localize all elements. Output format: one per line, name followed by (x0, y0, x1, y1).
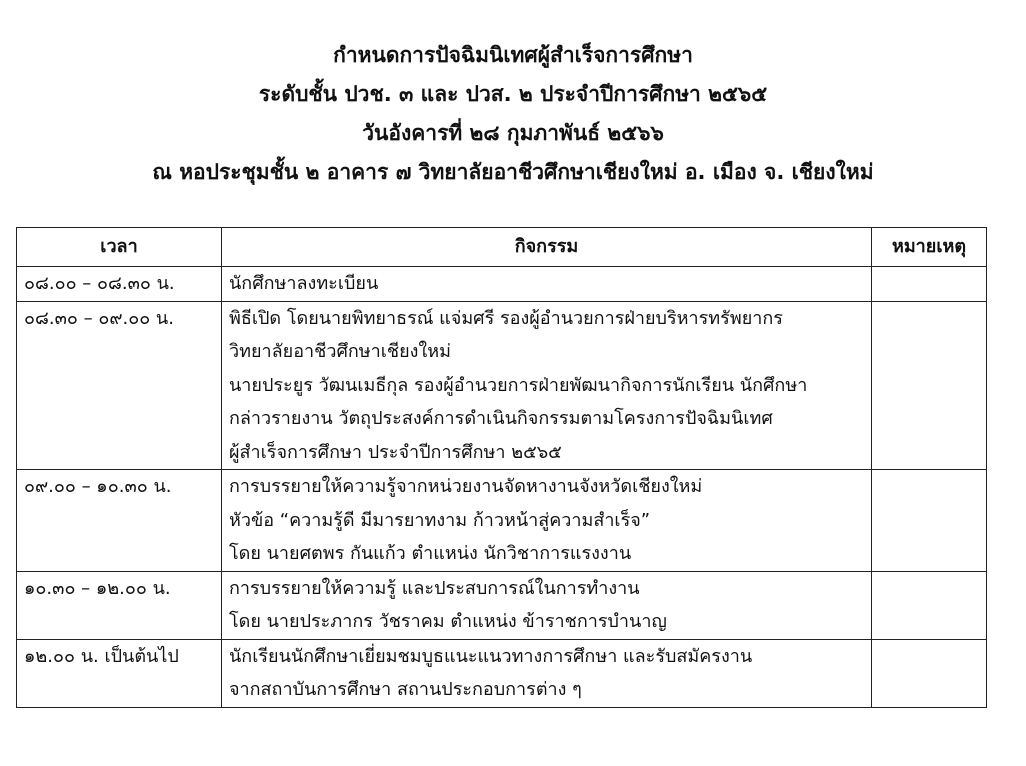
activity-cell (222, 267, 872, 302)
activity-line: นายประยูร วัฒนเมธีกุล รองผู้อำนวยการฝ่ายพัฒนากิจการนักเรียน นักศึกษา (229, 374, 808, 396)
schedule-table (16, 227, 987, 708)
time-cell: ๑๒.๐๐ น. เป็นต้นไป (17, 639, 222, 707)
table-row (17, 267, 987, 302)
table-row (17, 301, 987, 470)
activity-line: พิธีเปิด โดยนายพิทยาธรณ์ แจ่มศรี รองผู้อำนวยการฝ่ายบริหารทรัพยากร (229, 307, 783, 329)
note-cell (872, 301, 987, 470)
activity-line: กล่าวรายงาน วัตถุประสงค์การดำเนินกิจกรรมตามโครงการปัจฉิมนิเทศ (229, 408, 773, 429)
activity-line: นักศึกษาลงทะเบียน (229, 273, 379, 294)
table-header-row (17, 228, 987, 267)
note-cell (872, 639, 987, 707)
activity-line: การบรรยายให้ความรู้ และประสบการณ์ในการทำงาน (229, 577, 640, 599)
activity-line: วิทยาลัยอาชีวศึกษาเชียงใหม่ (229, 341, 451, 362)
header-venue: ณ หอประชุมชั้น ๒ อาคาร ๗ วิทยาลัยอาชีวศึกษาเชียงใหม่ อ. เมือง จ. เชียงใหม่ (152, 160, 874, 184)
activity-line: โดย นายศตพร กันแก้ว ตำแหน่ง นักวิชาการแรงงาน (229, 543, 632, 564)
activity-cell (222, 470, 872, 572)
activity-line: จากสถาบันการศึกษา สถานประกอบการต่าง ๆ (229, 679, 582, 700)
table-row (17, 639, 987, 707)
activity-cell (222, 301, 872, 470)
activity-line: ผู้สำเร็จการศึกษา ประจำปีการศึกษา ๒๕๖๕ (229, 441, 562, 463)
activity-cell (222, 639, 872, 707)
column-header-time: เวลา (17, 228, 222, 267)
note-cell (872, 267, 987, 302)
document-header (0, 36, 1026, 192)
header-level: ระดับชั้น ปวช. ๓ และ ปวส. ๒ ประจำปีการศึกษา ๒๕๖๕ (258, 82, 768, 106)
time-cell: ๑๐.๓๐ – ๑๒.๐๐ น. (17, 571, 222, 639)
activity-line: โดย นายประภากร วัชราคม ตำแหน่ง ข้าราชการบำนาญ (229, 611, 667, 632)
table-row (17, 470, 987, 572)
header-date: วันอังคารที่ ๒๘ กุมภาพันธ์ ๒๕๖๖ (362, 121, 664, 145)
note-cell (872, 571, 987, 639)
time-cell: ๐๙.๐๐ – ๑๐.๓๐ น. (17, 470, 222, 572)
table-row (17, 571, 987, 639)
note-cell (872, 470, 987, 572)
activity-line: นักเรียนนักศึกษาเยี่ยมชมบูธแนะแนวทางการศึกษา และรับสมัครงาน (229, 645, 753, 667)
time-cell: ๐๘.๓๐ – ๐๙.๐๐ น. (17, 301, 222, 470)
activity-cell (222, 571, 872, 639)
header-title: กำหนดการปัจฉิมนิเทศผู้สำเร็จการศึกษา (333, 43, 693, 67)
column-header-activity: กิจกรรม (222, 228, 872, 267)
activity-line: การบรรยายให้ความรู้จากหน่วยงานจัดหางานจังหวัดเชียงใหม่ (229, 476, 703, 497)
activity-line: หัวข้อ “ความรู้ดี มีมารยาทงาม ก้าวหน้าสู่ความสำเร็จ” (229, 509, 651, 531)
column-header-note: หมายเหตุ (872, 228, 987, 267)
time-cell: ๐๘.๐๐ – ๐๘.๓๐ น. (17, 267, 222, 302)
